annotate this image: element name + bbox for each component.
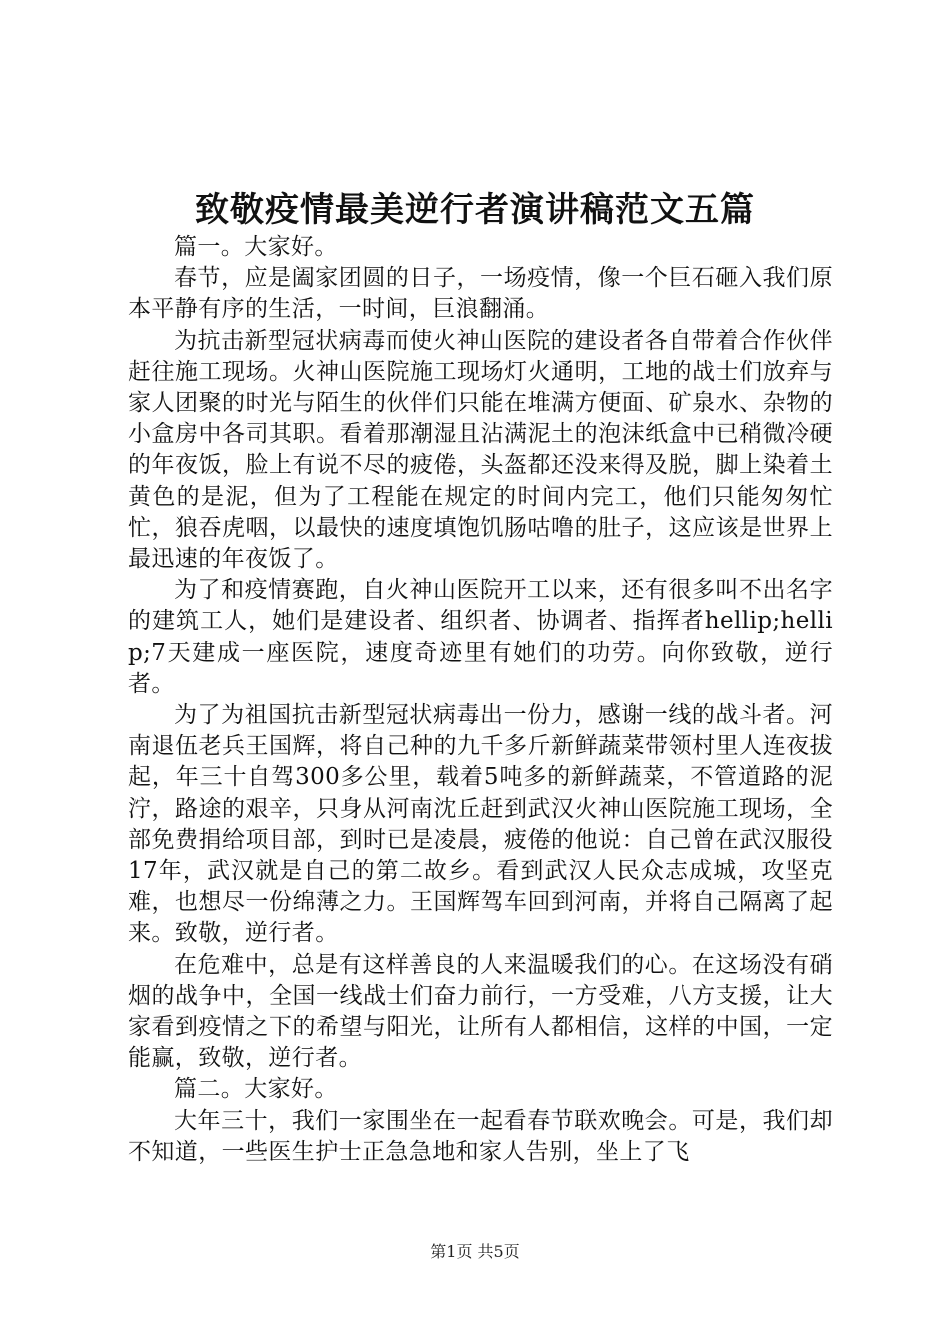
paragraph: 篇二。大家好。 [174, 1076, 338, 1103]
paragraph: 为抗击新型冠状病毒而使火神山医院的建设者各自带着合作伙伴赶往施工现场。火神山医院施工现场灯火通明，工地的战士们放弃与家人团聚的时光与陌生的伙伴们只能在堆满方便面、矿泉水、杂物的小盒房中各司其职。看着那潮湿且沾满泥土的泡沫纸盒中已稍微冷硬的年夜饭，脸上有说不尽的疲倦，头盔都还没来得及脱，脚上染着土黄色的是泥，但为了工程能在规定的时间内完工，他们只能匆匆忙忙，狼吞虎咽，以最快的速度填饱饥肠咕噜的肚子，这应该是世界上最迅速的年夜饭了。 [128, 327, 833, 573]
paragraph: 大年三十，我们一家围坐在一起看春节联欢晚会。可是，我们却不知道，一些医生护士正急急地和家人告别，坐上了飞 [128, 1107, 833, 1165]
paragraph: 为了和疫情赛跑，自火神山医院开工以来，还有很多叫不出名字的建筑工人，她们是建设者、组织者、协调者、指挥者hellip;hellip;7天建成一座医院，速度奇迹里有她们的功劳。向你致敬，逆行者。 [128, 577, 833, 697]
document-title: 致敬疫情最美逆行者演讲稿范文五篇 [195, 190, 755, 230]
paragraph: 春节，应是阖家团圆的日子，一场疫情，像一个巨石砸入我们原本平静有序的生活，一时间，巨浪翻涌。 [128, 265, 833, 323]
document-body [128, 232, 833, 1168]
page-footer: 第1页 共5页 [430, 1242, 520, 1261]
paragraph: 为了为祖国抗击新型冠状病毒出一份力，感谢一线的战斗者。河南退伍老兵王国辉，将自己种的九千多斤新鲜蔬菜带领村里人连夜拔起，年三十自驾300多公里，载着5吨多的新鲜蔬菜，不管道路的泥泞，路途的艰辛，只身从河南沈丘赶到武汉火神山医院施工现场，全部免费捐给项目部，到时已是凌晨，疲倦的他说：自己曾在武汉服役17年，武汉就是自己的第二故乡。看到武汉人民众志成城，攻坚克难，也想尽一份绵薄之力。王国辉驾车回到河南，并将自己隔离了起来。致敬，逆行者。 [128, 702, 833, 947]
paragraph: 篇一。大家好。 [174, 234, 338, 260]
paragraph: 在危难中，总是有这样善良的人来温暖我们的心。在这场没有硝烟的战争中，全国一线战士们奋力前行，一方受难，八方支援，让大家看到疫情之下的希望与阳光，让所有人都相信，这样的中国，一定能赢，致敬，逆行者。 [128, 951, 833, 1072]
